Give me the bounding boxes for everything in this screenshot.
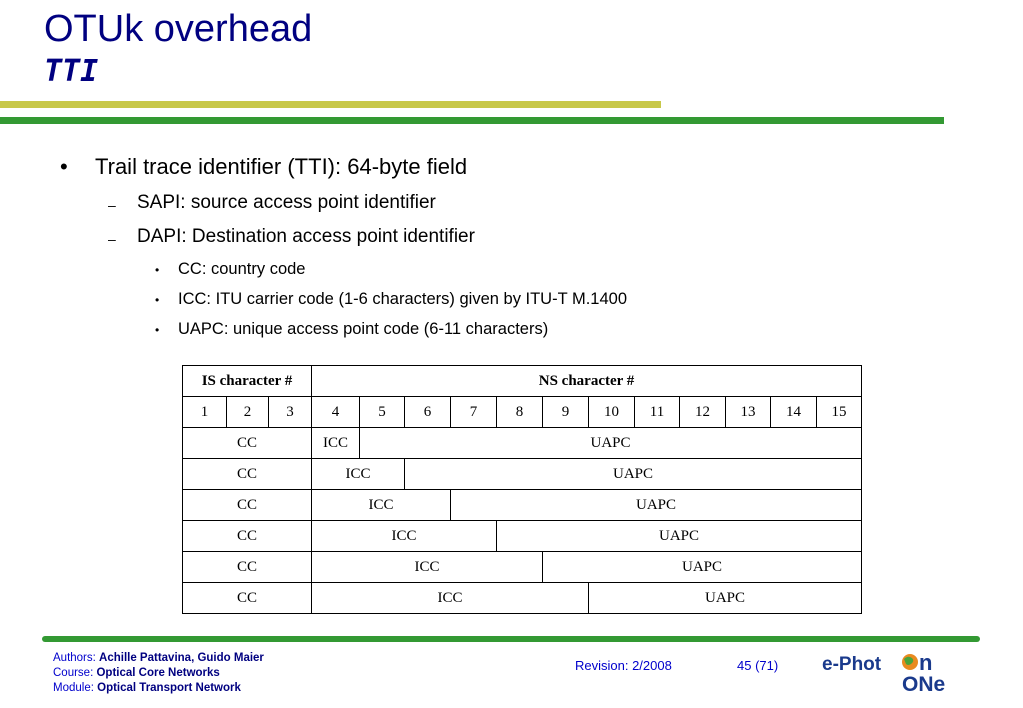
char-number: 6 [405,397,451,428]
uapc-cell: UAPC [451,490,862,521]
icc-cell: ICC [312,490,451,521]
tti-table [182,365,862,614]
dash-icon: – [108,231,116,247]
char-number: 11 [635,397,680,428]
table-row [183,583,862,614]
icc-cell: ICC [312,428,360,459]
char-number: 10 [589,397,635,428]
logo-text-ephot: e-Phot [822,654,882,675]
cc-cell: CC [183,459,312,490]
footer-module [53,681,241,696]
char-number: 13 [726,397,771,428]
authors-label: Authors: [53,652,96,664]
table-row [183,490,862,521]
bullet-text: ICC: ITU carrier code (1-6 characters) given by ITU-T M.1400 [178,290,627,308]
module-value: Optical Transport Network [97,682,241,694]
char-number: 15 [817,397,862,428]
slide-subtitle: TTI [44,54,99,89]
revision-text: Revision: 2/2008 [575,658,672,673]
uapc-cell: UAPC [405,459,862,490]
dash-icon: – [108,197,116,213]
char-number: 2 [227,397,269,428]
bullet-dot-icon: • [155,323,160,337]
cc-cell: CC [183,583,312,614]
e-photon-one-logo [822,651,962,695]
bullet-text: Trail trace identifier (TTI): 64-byte field [95,154,468,179]
footer-course [53,666,220,681]
uapc-cell: UAPC [589,583,862,614]
uapc-cell: UAPC [497,521,862,552]
icc-cell: ICC [312,583,589,614]
char-number: 12 [680,397,726,428]
bullet-text: UAPC: unique access point code (6-11 characters) [178,320,549,338]
table-number-row [183,397,862,428]
char-number: 9 [543,397,589,428]
bullet-dot-icon: • [155,293,160,307]
icc-cell: ICC [312,459,405,490]
cc-cell: CC [183,552,312,583]
uapc-cell: UAPC [543,552,862,583]
title-underline-olive [0,101,661,108]
char-number: 5 [360,397,405,428]
table-row [183,459,862,490]
logo-text-n: n [919,651,933,675]
char-number: 8 [497,397,543,428]
course-label: Course: [53,667,94,679]
table-header-row [183,366,862,397]
uapc-cell: UAPC [360,428,862,459]
icc-cell: ICC [312,521,497,552]
cc-cell: CC [183,490,312,521]
bullet-dot-icon: • [155,263,160,277]
char-number: 1 [183,397,227,428]
char-number: 7 [451,397,497,428]
ns-header: NS character # [312,366,862,397]
table-row [183,521,862,552]
authors-value: Achille Pattavina, Guido Maier [99,652,264,664]
bullet-text: CC: country code [178,260,306,278]
table-row [183,428,862,459]
icc-cell: ICC [312,552,543,583]
cc-cell: CC [183,428,312,459]
bullet-text: SAPI: source access point identifier [137,192,436,213]
title-underline-green [0,117,944,124]
cc-cell: CC [183,521,312,552]
module-label: Module: [53,682,94,694]
char-number: 4 [312,397,360,428]
footer-authors [53,651,264,666]
bullet-text: DAPI: Destination access point identifier [137,226,475,247]
bullet-dot-icon: • [60,154,68,179]
table-row [183,552,862,583]
footer-divider [42,636,980,642]
logo-text-one: ONe [902,673,946,695]
page-number: 45 (71) [737,658,779,673]
slide-title: OTUk overhead [44,8,313,50]
char-number: 14 [771,397,817,428]
char-number: 3 [269,397,312,428]
course-value: Optical Core Networks [96,667,220,679]
is-header: IS character # [183,366,312,397]
